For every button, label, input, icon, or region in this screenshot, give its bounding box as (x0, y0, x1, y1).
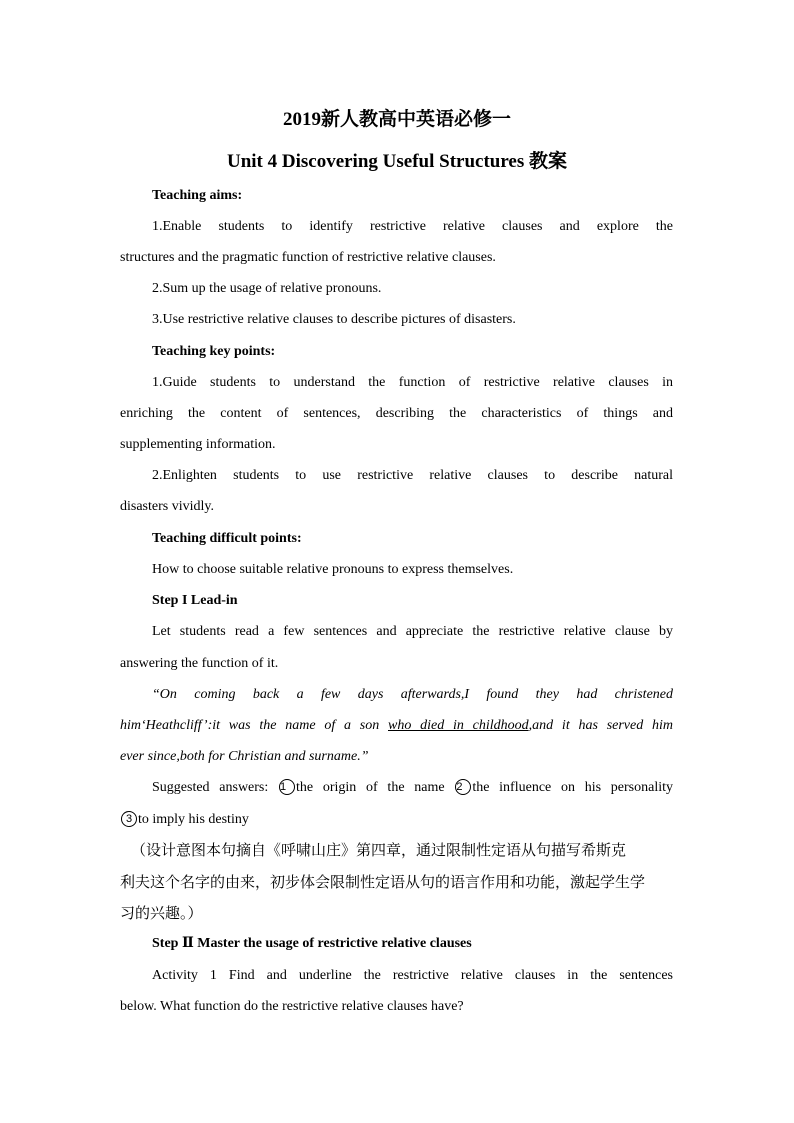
aims-item1-line1: 1.Enable students to identify restrictive relative clauses and explore the (152, 219, 673, 234)
key-item2-line2: disasters vividly. (120, 499, 214, 514)
circled-number-1: 1 (279, 779, 295, 795)
answer-1: the origin of the name (296, 780, 445, 795)
aims-item2: 2.Sum up the usage of relative pronouns. (152, 281, 382, 296)
suggested-answers-line2 (120, 810, 673, 830)
step2-heading: Step Ⅱ Master the usage of restrictive relative clauses (152, 936, 472, 951)
step1-heading: Step I Lead-in (152, 593, 238, 608)
answers-label: Suggested answers: (152, 780, 269, 795)
circled-number-2: 2 (455, 779, 471, 795)
difficult-points-text: How to choose suitable relative pronouns to express themselves. (152, 562, 514, 577)
quote-line3: ever since,both for Christian and surname.” (120, 749, 369, 764)
activity1-line2: below. What function do the restrictive relative clauses have? (120, 999, 464, 1014)
underlined-relative-clause: who died in childhood (388, 718, 529, 733)
design-intent-line3: 习的兴趣。） (120, 904, 203, 922)
key-item1-line3: supplementing information. (120, 437, 276, 452)
suggested-answers-line (152, 778, 673, 798)
key-points-heading: Teaching key points: (152, 344, 276, 359)
document-subtitle: Unit 4 Discovering Useful Structures 教案 (226, 151, 568, 172)
key-item2-line1: 2.Enlighten students to use restrictive relative clauses to describe natural (152, 468, 673, 483)
key-item1-line2: enriching the content of sentences, describing the characteristics of things and (120, 406, 673, 421)
circled-number-3: 3 (121, 811, 137, 827)
answer-2: the influence on his personality (472, 780, 673, 795)
quote-line2-start: him‘Heathcliff’:it was the name of a son (120, 718, 388, 733)
document-title: 2019新人教高中英语必修一 (282, 109, 511, 130)
difficult-points-heading: Teaching difficult points: (152, 531, 302, 546)
step1-line2: answering the function of it. (120, 656, 279, 671)
design-intent-line2: 利夫这个名字的由来，初步体会限制性定语从句的语言作用和功能，激起学生学 (120, 873, 646, 891)
teaching-aims-heading: Teaching aims: (152, 188, 243, 203)
quote-line2 (120, 716, 673, 736)
step1-line1: Let students read a few sentences and appreciate the restrictive relative clause by (152, 624, 673, 639)
quote-line2-end: ,and it has served him (528, 718, 674, 733)
quote-line1: “On coming back a few days afterwards,I found they had christened (152, 687, 673, 702)
answer-3: to imply his destiny (138, 812, 249, 827)
aims-item3: 3.Use restrictive relative clauses to describe pictures of disasters. (152, 312, 516, 327)
key-item1-line1: 1.Guide students to understand the function of restrictive relative clauses in (152, 375, 673, 390)
aims-item1-line2: structures and the pragmatic function of restrictive relative clauses. (120, 250, 496, 265)
design-intent-line1: （设计意图本句摘自《呼啸山庄》第四章，通过限制性定语从句描写希斯克 (131, 841, 627, 859)
activity1-line1: Activity 1 Find and underline the restrictive relative clauses in the sentences (152, 968, 673, 983)
